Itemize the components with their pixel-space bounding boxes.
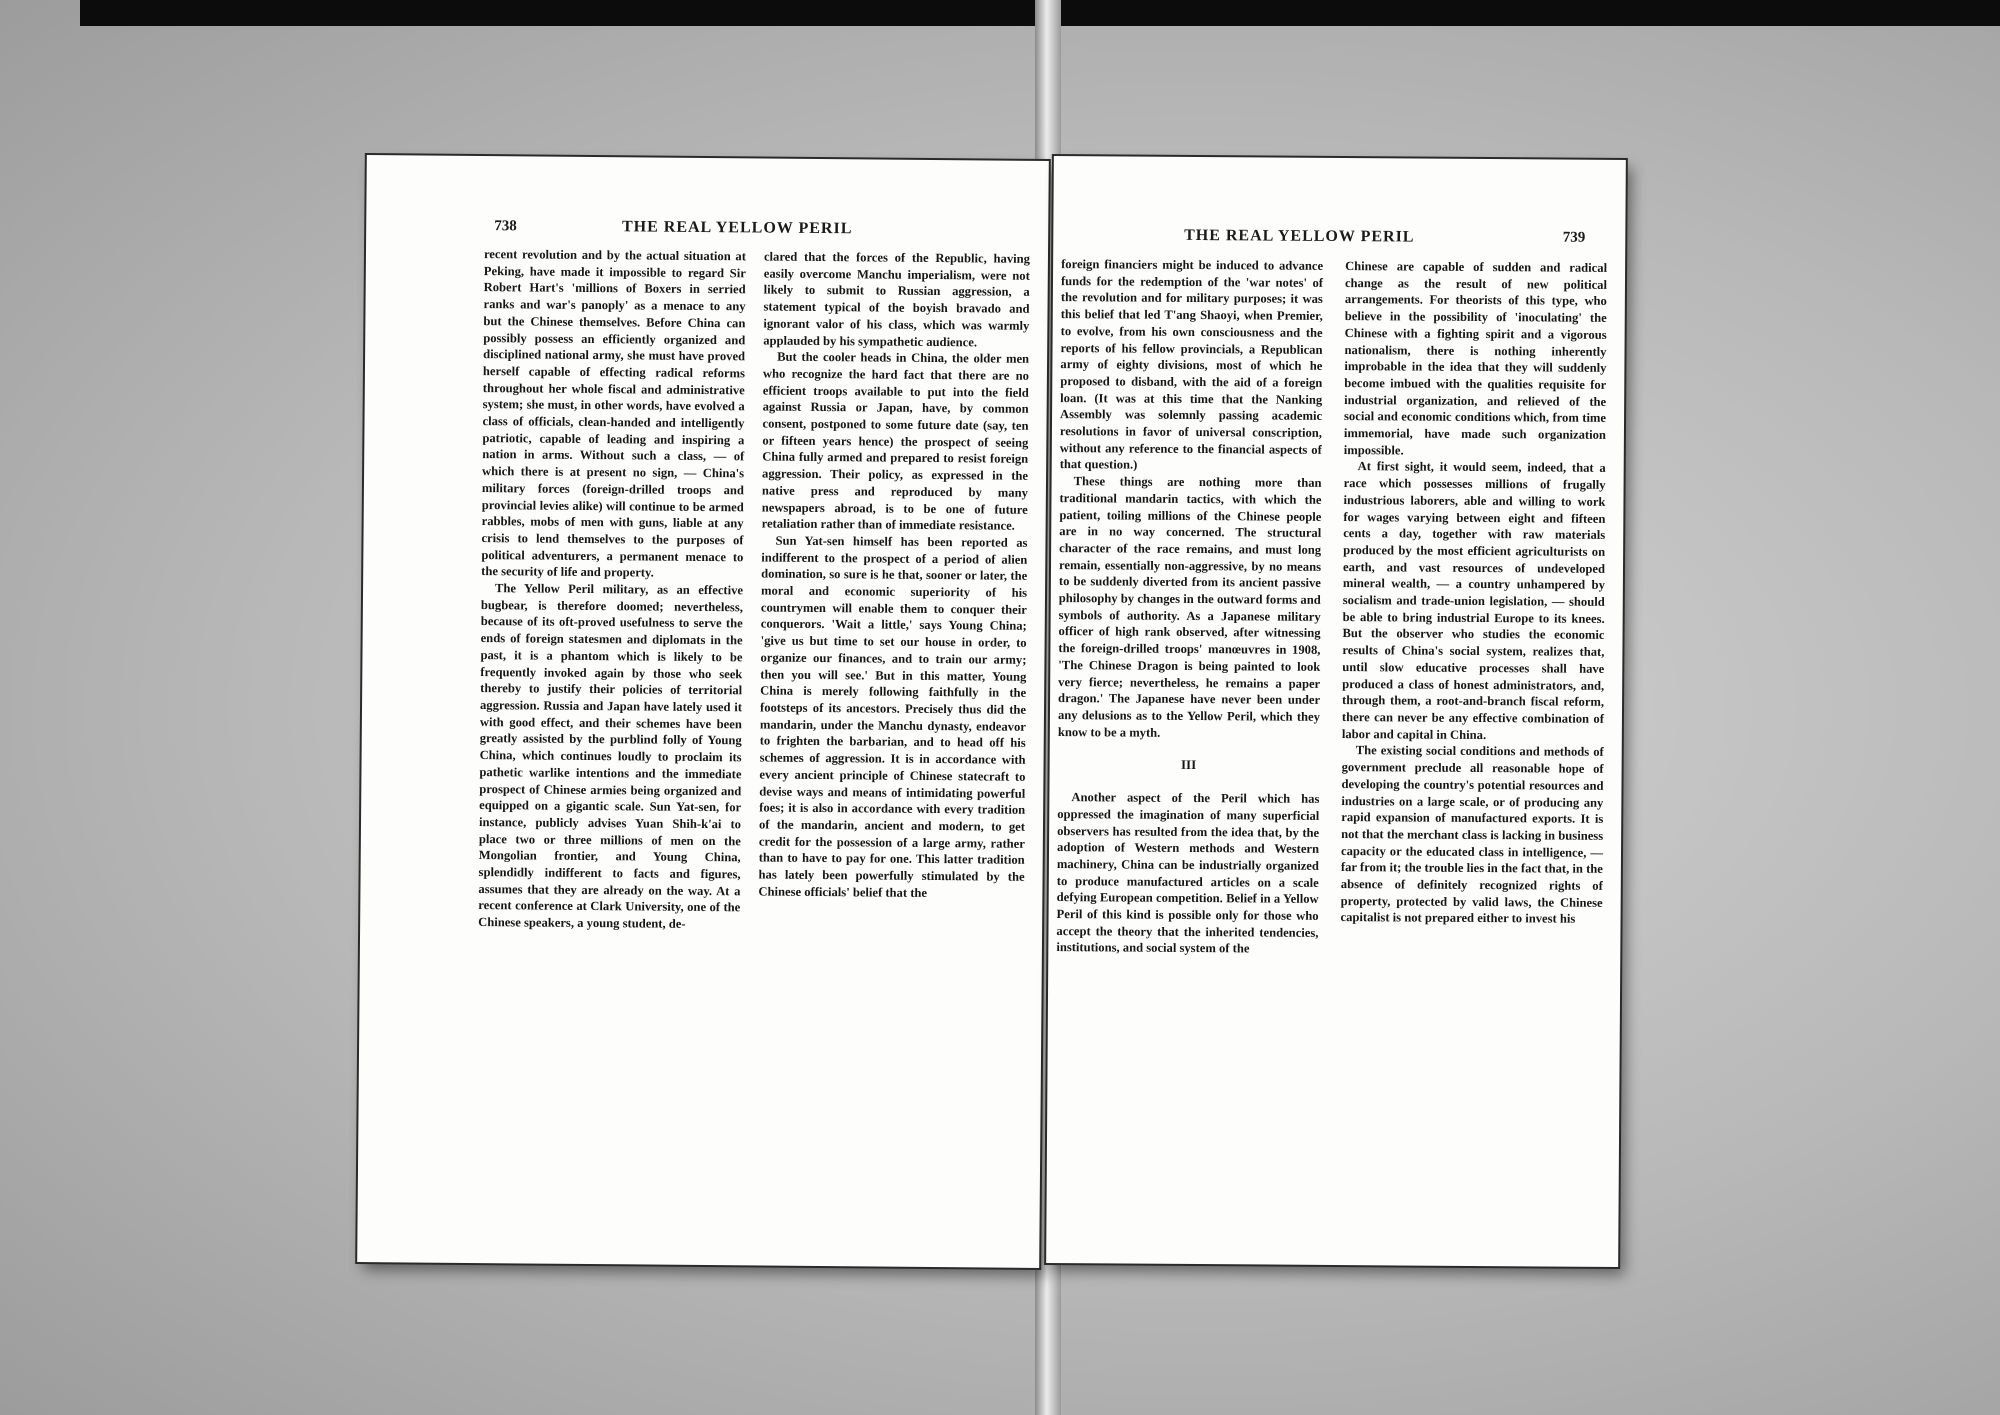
section-heading: III [1180, 757, 1197, 773]
left-page [357, 155, 1049, 1268]
paragraph: But the cooler heads in China, the older men who recognize the hard fact that there are no efficient troops available to put into the field against Russia or Japan, have, by common consent, postponed to some future date (say, ten or fifteen years hence) the prospect of seeing China fully armed and prepared to resist foreign aggression. Their policy, as expressed in the native press and reproduced by many newspapers abroad, is to be one of future retaliation rather than of immediate resistance. [761, 349, 1030, 533]
paragraph: These things are nothing more than traditional mandarin tactics, with which the patient, toiling millions of the Chinese people are in no way concerned. The structural character of the race remains, and must long remain, essentially non-aggressive, by no means to be suddenly diverted from its ancient passive philosophy by changes in the outward forms and symbols of authority. As a Japanese military officer of high rank observed, after witnessing the foreign-drilled troops' manœuvres in 1908, 'The Chinese Dragon is being painted to look very fierce; nevertheless, he remains a paper dragon.' The Japanese have never been under any delusions as to the Yellow Peril, which they know to be a myth. [1057, 474, 1322, 740]
running-head: THE REAL YELLOW PERIL [1184, 226, 1415, 246]
text-column-right [758, 249, 1030, 903]
page-number: 739 [1562, 229, 1586, 246]
paragraph: Another aspect of the Peril which has oppressed the imagination of many superficial observers has resulted from the idea that, by the adoption of Western methods and Western machinery, China can be industrially organized to produce manufactured articles on a scale defying European competition. Belief in a Yellow Peril of this kind is possible only for those who accept the theory that the inherited tendencies, institutions, and social system of the [1056, 790, 1320, 956]
paragraph: The existing social conditions and methods of government preclude all reasonable hope of developing the country's potential resources and industries on a large scale, or of producing any rapid expansion of manufactured exports. It is not that the merchant class is lacking in business capacity or the educated class in intelligence, — far from it; the trouble lies in the fact that, in the absence of definitely recognized rights of property, protected by valid laws, the Chinese capitalist is not prepared either to invest his [1340, 743, 1604, 927]
paragraph: The Yellow Peril military, as an effective bugbear, is therefore doomed; nevertheless, because of its oft-proved usefulness to serve the ends of foreign statesmen and diplomats in the past, it is a phantom which is likely to be frequently invoked again by those who seek thereby to justify their policies of territorial aggression. Russia and Japan have lately used it with good effect, and their schemes have been greatly assisted by the purblind folly of Young China, which continues loudly to proclaim its pathetic warlike intentions and the immediate prospect of Chinese armies being organized and equipped on a gigantic scale. Sun Yat-sen, for instance, publicly advises Yuan Shih-k'ai to place two or three millions of men on the Mongolian frontier, and Young China, splendidly indifferent to facts and figures, assumes that they are already on the way. At a recent conference at Clark University, one of the Chinese speakers, a young student, de- [478, 581, 744, 931]
paragraph: Chinese are capable of sudden and radical change as the result of new political arrangements. For theorists of this type, who believe in the possibility of 'inoculating' the Chinese with a fighting spirit and a vigorous nationalism, there is nothing inherently improbable in the idea that they will suddenly become imbued with the qualities requisite for industrial organization, and relieved of the social and economic conditions which, from time immemorial, have made such organization impossible. [1343, 259, 1608, 458]
paragraph: recent revolution and by the actual situation at Peking, have made it impossible to regard Sir Robert Hart's 'millions of Boxers in serried ranks and war's panoply' as a menace to any but the Chinese themselves. Before China can possibly possess an efficiently organized and disciplined national army, she must have proved herself capable of effecting radical reforms throughout her whole fiscal and administrative system; she must, in other words, have evolved a class of officials, clean-handed and intelligently patriotic, capable of leading and inspiring a nation in arms. Without such a class, — of which there is at present no sign, — China's military forces (foreign-drilled troops and provincial levies alike) will continue to be armed rabbles, mobs of men with guns, liable at any crisis to lend themselves to the purposes of political adventurers, a permanent menace to the security of life and property. [481, 247, 747, 580]
scan-edge-left [80, 0, 1035, 26]
text-column-left [478, 246, 746, 933]
paragraph: clared that the forces of the Republic, having easily overcome Manchu imperialism, were not likely to submit to Russian aggression, a statement typical of the boyish bravado and ignorant valor of his class, which was warmly applauded by his sympathetic audience. [763, 249, 1031, 349]
paragraph: foreign financiers might be induced to advance funds for the redemption of the 'war notes' of the revolution and for military purposes; it was this belief that led T'ang Shaoyi, when Premier, to evolve, from his own consciousness and the reports of his fellow provincials, a Republican army of eighty divisions, most of which he proposed to disband, with the aid of a foreign loan. (It was at this time that the Nanking Assembly was solemnly passing academic resolutions in favor of universal conscription, without any reference to the financial aspects of that question.) [1059, 257, 1324, 473]
text-column-left [1056, 256, 1323, 958]
text-column-right [1341, 258, 1608, 928]
running-head: THE REAL YELLOW PERIL [621, 218, 853, 238]
scan-edge-right [1060, 0, 2000, 26]
right-page [1046, 156, 1626, 1267]
page-number: 738 [494, 218, 517, 235]
paragraph: At first sight, it would seem, indeed, that a race which possesses millions of frugally industrious laborers, able and willing to work for wages varying between eight and fifteen cents a day, together with raw materials produced by the most efficient agriculturists on earth, and vast resources of undeveloped mineral wealth, — a country unhampered by socialism and trade-union legislation, — should be able to bring industrial Europe to its knees. But the observer who studies the economic results of China's social system, realizes that, until slow educative processes shall have produced a class of honest administrators, and, through them, a root-and-branch fiscal reform, there can never be any effective combination of labor and capital in China. [1341, 459, 1606, 742]
paragraph: Sun Yat-sen himself has been reported as indifferent to the prospect of a period of alien domination, so sure is he that, sooner or later, the moral and economic superiority of his countrymen will enable them to conquer their conquerors. 'Wait a little,' says Young China; 'give us but time to set our house in order, to organize our finances, and to train our army; then you will see.' But in this matter, Young China is merely following faithfully in the footsteps of its ancestors. Precisely thus did the mandarin, under the Manchu dynasty, endeavor to frighten the barbarian, and to head off his schemes of aggression. It is in accordance with every ancient principle of Chinese statecraft to devise ways and means of intimidating powerful foes; it is also in accordance with every tradition of the mandarin, ancient and modern, to get credit for the possession of a large army, rather than to have to pay for one. This latter tradition has lately been powerfully stimulated by the Chinese officials' belief that the [758, 533, 1028, 900]
